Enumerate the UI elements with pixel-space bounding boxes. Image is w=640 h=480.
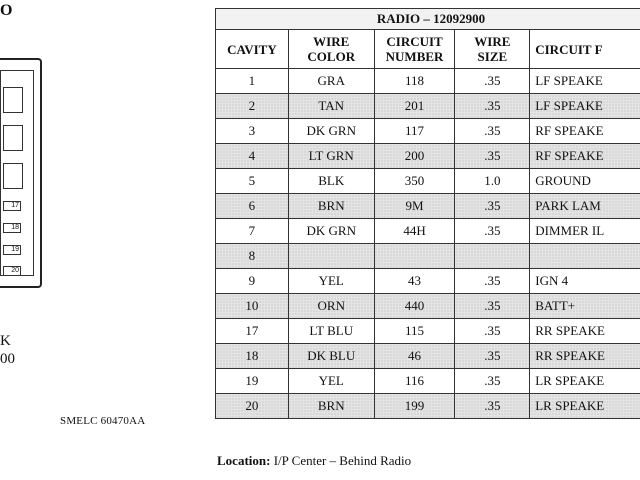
cell-circuit-number: 43 xyxy=(374,269,455,294)
table-row xyxy=(216,119,640,144)
cell-circuit-number: 199 xyxy=(374,394,455,419)
cell-wire-size: .35 xyxy=(455,194,530,219)
cavity-label-19: 19 xyxy=(3,245,21,255)
cell-wire-size: 1.0 xyxy=(455,169,530,194)
cell-circuit-number: 115 xyxy=(374,319,455,344)
cell-wire-color: DK GRN xyxy=(288,219,374,244)
cell-circuit-function: BATT+ xyxy=(530,294,640,319)
location-label: Location: xyxy=(217,453,271,468)
connector-illustration xyxy=(0,58,42,288)
cell-cavity: 2 xyxy=(216,94,289,119)
table-body xyxy=(216,69,640,419)
cell-wire-color: BRN xyxy=(288,394,374,419)
cell-wire-color: YEL xyxy=(288,369,374,394)
cell-cavity: 6 xyxy=(216,194,289,219)
header-circuit-number: CIRCUIT NUMBER xyxy=(374,30,455,69)
cell-wire-color: TAN xyxy=(288,94,374,119)
cell-circuit-number: 46 xyxy=(374,344,455,369)
cell-circuit-function: PARK LAM xyxy=(530,194,640,219)
header-wire-color: WIRE COLOR xyxy=(288,30,374,69)
cell-circuit-number xyxy=(374,244,455,269)
table-row xyxy=(216,294,640,319)
connector-label-line-2: 00 xyxy=(0,351,15,367)
cell-cavity: 3 xyxy=(216,119,289,144)
cell-wire-size: .35 xyxy=(455,394,530,419)
cell-circuit-number: 44H xyxy=(374,219,455,244)
cell-circuit-function xyxy=(530,244,640,269)
cell-wire-size: .35 xyxy=(455,369,530,394)
cell-circuit-function: RR SPEAKE xyxy=(530,344,640,369)
cell-wire-size: .35 xyxy=(455,219,530,244)
cell-wire-size: .35 xyxy=(455,269,530,294)
table-row xyxy=(216,344,640,369)
cell-wire-color: GRA xyxy=(288,69,374,94)
table-row xyxy=(216,269,640,294)
connector-inner-frame xyxy=(0,70,34,276)
cell-circuit-number: 9M xyxy=(374,194,455,219)
radio-pinout-table xyxy=(215,8,640,419)
cell-wire-color: LT BLU xyxy=(288,319,374,344)
cell-cavity: 4 xyxy=(216,144,289,169)
cell-wire-color: BLK xyxy=(288,169,374,194)
cell-wire-color: ORN xyxy=(288,294,374,319)
cavity-label-17: 17 xyxy=(3,201,21,211)
cavity-slot xyxy=(3,163,23,189)
cell-wire-size: .35 xyxy=(455,144,530,169)
table-row xyxy=(216,194,640,219)
cell-wire-size xyxy=(455,244,530,269)
cell-wire-color: BRN xyxy=(288,194,374,219)
cell-cavity: 17 xyxy=(216,319,289,344)
location-note xyxy=(217,453,411,469)
left-title-fragment: O xyxy=(0,2,13,19)
table-row xyxy=(216,394,640,419)
cell-wire-size: .35 xyxy=(455,94,530,119)
cell-wire-color: DK BLU xyxy=(288,344,374,369)
cell-circuit-number: 350 xyxy=(374,169,455,194)
cell-circuit-function: RF SPEAKE xyxy=(530,119,640,144)
cavity-label-18: 18 xyxy=(3,223,21,233)
cell-cavity: 5 xyxy=(216,169,289,194)
cavity-label-20: 20 xyxy=(3,266,21,276)
cell-wire-color: DK GRN xyxy=(288,119,374,144)
table-row xyxy=(216,319,640,344)
cell-wire-color xyxy=(288,244,374,269)
cell-circuit-function: LF SPEAKE xyxy=(530,69,640,94)
cavity-slot xyxy=(3,87,23,113)
cell-circuit-function: RR SPEAKE xyxy=(530,319,640,344)
cell-cavity: 18 xyxy=(216,344,289,369)
cell-circuit-function: GROUND xyxy=(530,169,640,194)
cell-cavity: 7 xyxy=(216,219,289,244)
cell-circuit-number: 117 xyxy=(374,119,455,144)
header-wire-size: WIRE SIZE xyxy=(455,30,530,69)
table-row xyxy=(216,94,640,119)
table-row xyxy=(216,69,640,94)
cell-wire-size: .35 xyxy=(455,119,530,144)
cell-cavity: 1 xyxy=(216,69,289,94)
cell-wire-color: YEL xyxy=(288,269,374,294)
cell-wire-size: .35 xyxy=(455,294,530,319)
table-title: RADIO – 12092900 xyxy=(216,9,640,30)
cell-cavity: 20 xyxy=(216,394,289,419)
cavity-slot xyxy=(3,125,23,151)
cell-circuit-function: RF SPEAKE xyxy=(530,144,640,169)
cell-circuit-number: 118 xyxy=(374,69,455,94)
header-cavity: CAVITY xyxy=(216,30,289,69)
cell-wire-color: LT GRN xyxy=(288,144,374,169)
cell-circuit-function: LR SPEAKE xyxy=(530,394,640,419)
cell-circuit-number: 201 xyxy=(374,94,455,119)
table-row xyxy=(216,369,640,394)
cell-circuit-number: 440 xyxy=(374,294,455,319)
location-value: I/P Center – Behind Radio xyxy=(273,453,412,468)
table-row xyxy=(216,144,640,169)
cell-wire-size: .35 xyxy=(455,319,530,344)
cell-cavity: 19 xyxy=(216,369,289,394)
connector-label-line-1: K xyxy=(0,333,11,349)
cell-cavity: 9 xyxy=(216,269,289,294)
cell-wire-size: .35 xyxy=(455,344,530,369)
cell-wire-size: .35 xyxy=(455,69,530,94)
table-row xyxy=(216,169,640,194)
cell-circuit-function: LR SPEAKE xyxy=(530,369,640,394)
cell-circuit-function: DIMMER IL xyxy=(530,219,640,244)
table-row xyxy=(216,219,640,244)
cell-circuit-number: 116 xyxy=(374,369,455,394)
figure-id: SMELC 60470AA xyxy=(60,415,146,427)
cell-circuit-number: 200 xyxy=(374,144,455,169)
cell-circuit-function: IGN 4 xyxy=(530,269,640,294)
table-row xyxy=(216,244,640,269)
cell-cavity: 10 xyxy=(216,294,289,319)
cell-cavity: 8 xyxy=(216,244,289,269)
cell-circuit-function: LF SPEAKE xyxy=(530,94,640,119)
header-circuit-function: CIRCUIT F xyxy=(530,30,640,69)
